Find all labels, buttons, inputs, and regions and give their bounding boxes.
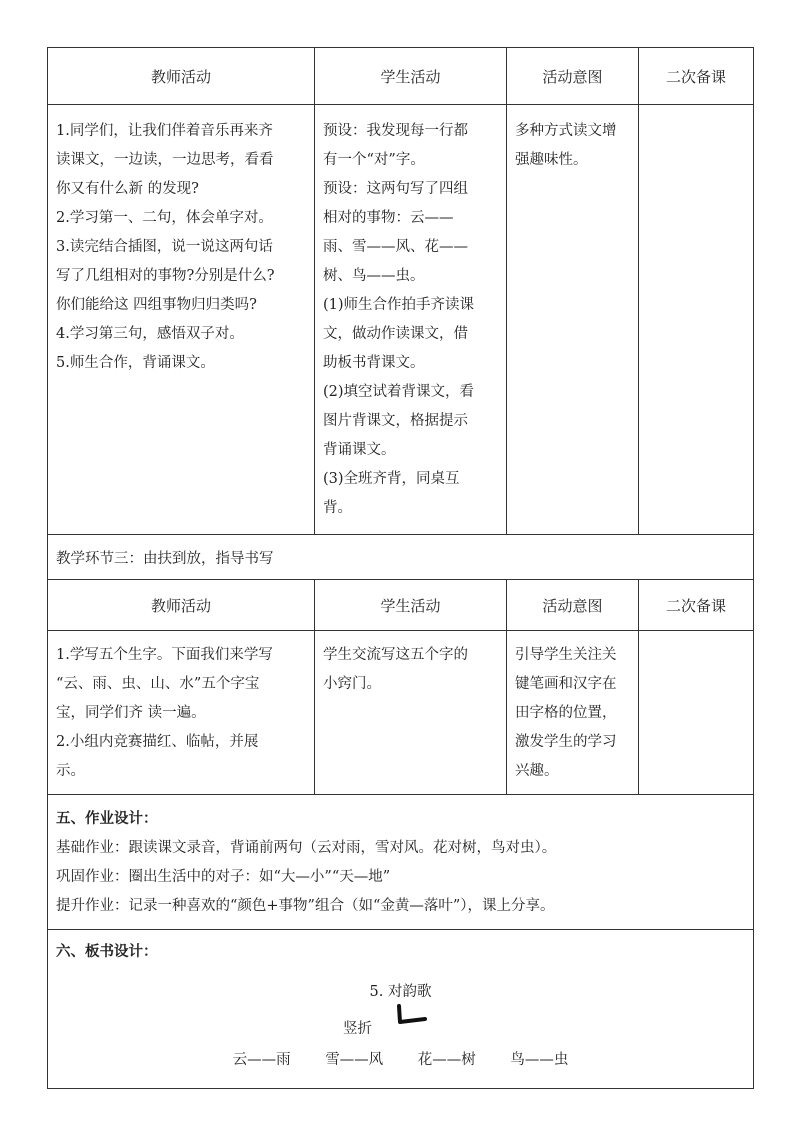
board-design-row: [48, 930, 754, 1089]
homework-line: 巩固作业：圈出生活中的对子：如“大—小”“天—地”: [56, 869, 391, 885]
pair-item: 花——树: [417, 1052, 476, 1068]
homework-line: 提升作业：记录一种喜欢的“颜色+事物”组合（如“金黄—落叶”），课上分享。: [56, 898, 555, 914]
text-line: 多种方式读文增: [515, 123, 617, 139]
homework-cell: [48, 795, 754, 930]
text-line: 键笔画和汉字在: [515, 676, 617, 692]
text-line: “云、雨、虫、山、水”五个字宝: [56, 676, 260, 692]
text-line: 助板书背课文。: [323, 355, 425, 371]
text-line: 5.师生合作，背诵课文。: [56, 355, 215, 371]
text-line: 兴趣。: [515, 763, 559, 779]
text-line: 雨、雪——风、花——: [323, 239, 468, 255]
lesson-plan-page: [47, 47, 753, 1089]
text-line: 你又有什么新 的发现?: [56, 181, 199, 197]
text-line: 1.学写五个生字。下面我们来学写: [56, 647, 273, 663]
text-line: 1.同学们，让我们伴着音乐再来齐: [56, 123, 273, 139]
text-line: 示。: [56, 763, 85, 779]
text-line: 2.小组内竞赛描红、临帖，并展: [56, 734, 259, 750]
text-line: 预设：这两句写了四组: [323, 181, 468, 197]
text-line: 写了几组相对的事物?分别是什么?: [56, 268, 275, 284]
section-title-row: [48, 535, 754, 580]
text-line: 激发学生的学习: [515, 734, 617, 750]
text-line: 相对的事物：云——: [323, 210, 454, 226]
text-line: (1)师生合作拍手齐读课: [323, 297, 475, 313]
content-row-2: [48, 631, 754, 795]
text-line: (3)全班齐背，同桌互: [323, 471, 460, 487]
text-line: 强趣味性。: [515, 152, 588, 168]
content-row-1: [48, 105, 754, 535]
vertical-bend-stroke-icon: [395, 1004, 429, 1026]
header-teacher-activity: 教师活动: [48, 48, 315, 105]
activity-intent-cell: [507, 105, 639, 535]
teacher-activity-cell: [48, 105, 315, 535]
text-line: 图片背课文，格据提示: [323, 413, 468, 429]
homework-line: 基础作业：跟读课文录音，背诵前两句（云对雨，雪对风。花对树，鸟对虫）。: [56, 840, 557, 856]
teacher-activity-cell: [48, 631, 315, 795]
header-activity-intent: 活动意图: [507, 580, 639, 631]
text-line: 2.学习第一、二句，体会单字对。: [56, 210, 273, 226]
text-line: 小窍门。: [323, 676, 381, 692]
pair-item: 雪——风: [325, 1052, 384, 1068]
header-second-prep: 二次备课: [639, 580, 754, 631]
header-student-activity: 学生活动: [315, 580, 507, 631]
header-row-2: [48, 580, 754, 631]
board-design-cell: [48, 930, 754, 1089]
text-line: 背。: [323, 500, 352, 516]
text-line: 读课文，一边读，一边思考，看看: [56, 152, 274, 168]
text-line: 宝，同学们齐 读一遍。: [56, 705, 206, 721]
text-line: 树、鸟——虫。: [323, 268, 425, 284]
second-prep-cell: [639, 631, 754, 795]
second-prep-cell: [639, 105, 754, 535]
text-line: 3.读完结合插图，说一说这两句话: [56, 239, 273, 255]
text-line: 背诵课文。: [323, 442, 396, 458]
homework-row: [48, 795, 754, 930]
lesson-plan-table: [47, 47, 754, 1089]
text-line: 你们能给这 四组事物归归类吗?: [56, 297, 257, 313]
header-teacher-activity: 教师活动: [48, 580, 315, 631]
text-line: 有一个“对”字。: [323, 152, 425, 168]
board-title: 5. 对韵歌: [369, 984, 432, 1000]
activity-intent-cell: [507, 631, 639, 795]
board-stroke: [343, 1016, 429, 1038]
text-line: 田字格的位置，: [515, 705, 617, 721]
board-pairs: [48, 1048, 753, 1069]
pair-item: 云——雨: [232, 1052, 291, 1068]
header-student-activity: 学生活动: [315, 48, 507, 105]
text-line: 预设：我发现每一行都: [323, 123, 468, 139]
header-activity-intent: 活动意图: [507, 48, 639, 105]
section-title: 教学环节三：由扶到放，指导书写: [48, 535, 754, 580]
student-activity-cell: [315, 105, 507, 535]
stroke-label: 竖折: [343, 1021, 372, 1037]
text-line: (2)填空试着背课文，看: [323, 384, 475, 400]
text-line: 4.学习第三句，感悟双子对。: [56, 326, 244, 342]
text-line: 引导学生关注关: [515, 647, 617, 663]
pair-item: 鸟——虫: [510, 1052, 569, 1068]
header-second-prep: 二次备课: [639, 48, 754, 105]
header-row-1: [48, 48, 754, 105]
homework-heading: 五、作业设计：: [56, 811, 158, 827]
text-line: 学生交流写这五个字的: [323, 647, 468, 663]
text-line: 文，做动作读课文，借: [323, 326, 468, 342]
student-activity-cell: [315, 631, 507, 795]
board-heading: 六、板书设计：: [56, 944, 158, 960]
